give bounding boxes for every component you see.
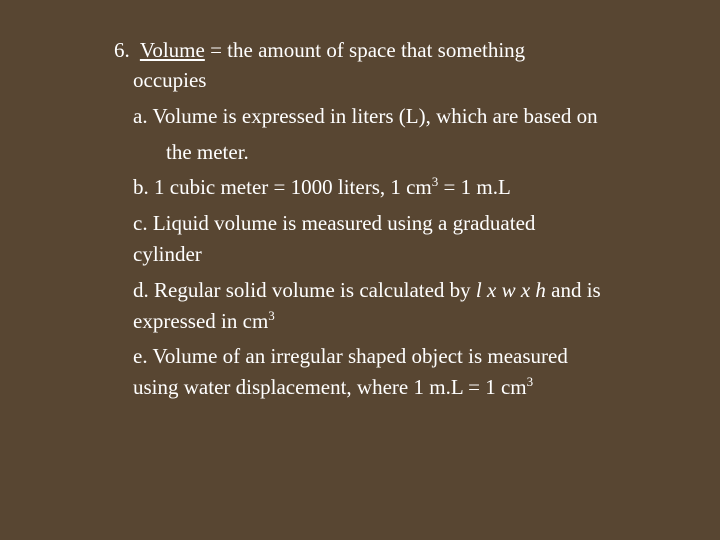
item-d-text-1: d. Regular solid volume is calculated by [133, 278, 476, 302]
item-c-line-2 [133, 237, 202, 271]
item-6-term: Volume [139, 38, 205, 62]
item-b-superscript: 3 [431, 174, 439, 189]
item-a-line-1 [133, 99, 598, 133]
item-b-text-2: = 1 m.L [438, 175, 511, 199]
item-e-line-2 [133, 370, 533, 404]
item-d-text-3: expressed in cm [133, 309, 269, 333]
item-a-text-1: a. Volume is expressed in liters (L), which are based on [133, 104, 598, 128]
item-c-text-1: c. Liquid volume is measured using a graduated [133, 211, 536, 235]
item-6-line-1 [114, 33, 525, 67]
item-6-line-2 [133, 63, 206, 97]
item-c-line-1 [133, 206, 535, 240]
item-a-line-2 [166, 135, 249, 169]
item-d-line-2 [133, 304, 275, 338]
item-e-text-2: using water displacement, where 1 m.L = 1 cm [133, 375, 527, 399]
item-b-text-1: b. 1 cubic meter = 1000 liters, 1 cm [133, 175, 432, 199]
item-6-definition-cont: occupies [133, 68, 207, 92]
item-e-line-1 [133, 339, 568, 373]
item-a-text-2: the meter. [166, 140, 249, 164]
item-6-definition: = the amount of space that something [210, 38, 526, 62]
item-6-number: 6. [114, 38, 130, 62]
item-d-text-2: and is [545, 278, 601, 302]
item-d-formula: l x w x h [475, 278, 546, 302]
item-e-text-1: e. Volume of an irregular shaped object is measured [133, 344, 568, 368]
item-c-text-2: cylinder [133, 242, 202, 266]
item-e-superscript: 3 [526, 374, 534, 389]
item-b-line [133, 170, 511, 204]
item-d-superscript: 3 [268, 308, 275, 323]
item-d-line-1 [133, 273, 601, 307]
